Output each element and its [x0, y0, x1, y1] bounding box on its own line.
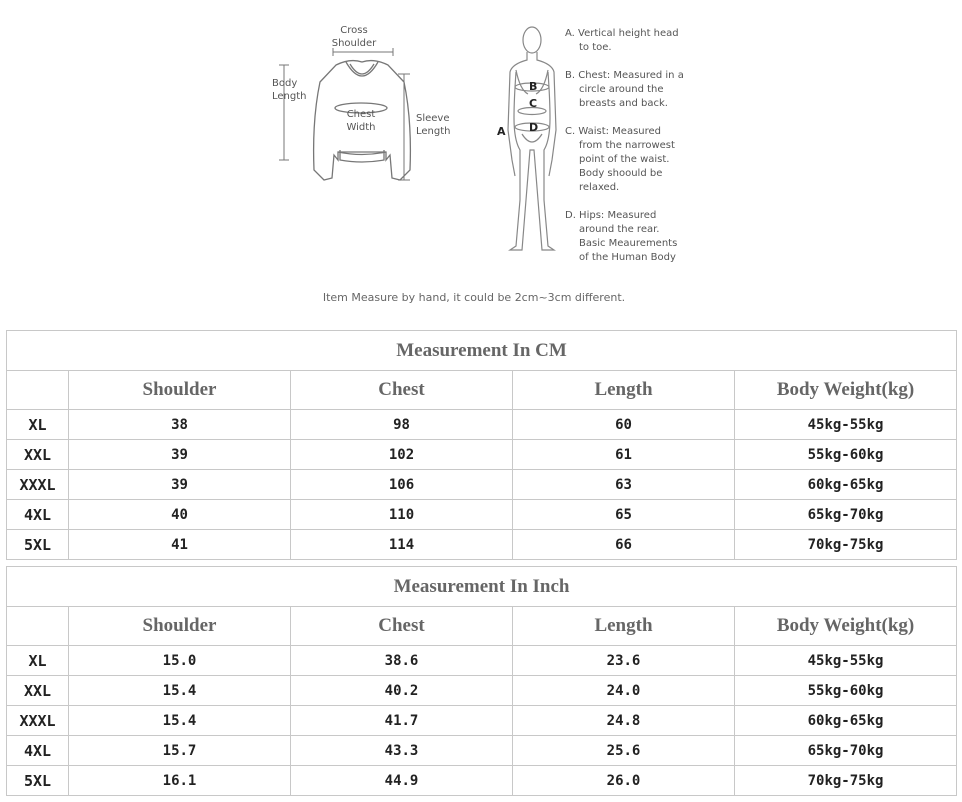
length-cell: 23.6: [513, 646, 735, 676]
length-cell: 24.0: [513, 676, 735, 706]
shoulder-cell: 39: [69, 440, 291, 470]
size-cell: 4XL: [7, 500, 69, 530]
cross-shoulder-label: Cross Shoulder: [331, 25, 377, 49]
inch-header-body-weight: Body Weight(kg): [735, 607, 957, 646]
chest-cell: 38.6: [291, 646, 513, 676]
inch-header-size: [7, 607, 69, 646]
weight-cell: 60kg-65kg: [735, 706, 957, 736]
inch-table-title: Measurement In Inch: [7, 567, 957, 607]
size-cell: XL: [7, 646, 69, 676]
sweater-and-body-illustration: [0, 0, 962, 330]
cm-measurement-table: [6, 330, 957, 560]
chest-cell: 41.7: [291, 706, 513, 736]
inch-header-shoulder: Shoulder: [69, 607, 291, 646]
body-length-label: Body Length: [272, 78, 307, 102]
chest-cell: 102: [291, 440, 513, 470]
cm-table-title: Measurement In CM: [7, 331, 957, 371]
size-cell: XXXL: [7, 706, 69, 736]
length-cell: 61: [513, 440, 735, 470]
disclaimer-text: Item Measure by hand, it could be 2cm~3cm different.: [322, 291, 626, 304]
shoulder-cell: 15.4: [69, 706, 291, 736]
table-row: [7, 706, 957, 736]
weight-cell: 70kg-75kg: [735, 530, 957, 560]
cm-header-chest: Chest: [291, 371, 513, 410]
table-row: [7, 676, 957, 706]
cm-header-length: Length: [513, 371, 735, 410]
length-cell: 26.0: [513, 766, 735, 796]
inch-measurement-table: [6, 566, 957, 796]
body-drawing: [508, 27, 556, 250]
inch-header-length: Length: [513, 607, 735, 646]
table-row: [7, 766, 957, 796]
chest-cell: 43.3: [291, 736, 513, 766]
size-cell: XXXL: [7, 470, 69, 500]
body-letter-b: B: [529, 80, 538, 93]
weight-cell: 55kg-60kg: [735, 440, 957, 470]
body-letter-c: C: [529, 97, 538, 110]
note-b: B. Chest: Measured in a circle around the breasts and back.: [565, 70, 684, 109]
table-row: [7, 530, 957, 560]
note-a: A. Vertical height head to toe.: [565, 28, 679, 53]
size-cell: 4XL: [7, 736, 69, 766]
inch-header-chest: Chest: [291, 607, 513, 646]
chest-width-label: Chest Width: [346, 109, 376, 133]
shoulder-cell: 15.7: [69, 736, 291, 766]
table-row: [7, 440, 957, 470]
weight-cell: 45kg-55kg: [735, 646, 957, 676]
length-cell: 25.6: [513, 736, 735, 766]
weight-cell: 65kg-70kg: [735, 500, 957, 530]
table-row: [7, 470, 957, 500]
body-letter-d: D: [529, 121, 539, 134]
shoulder-cell: 40: [69, 500, 291, 530]
chest-cell: 98: [291, 410, 513, 440]
shoulder-cell: 15.0: [69, 646, 291, 676]
table-row: [7, 410, 957, 440]
shoulder-cell: 15.4: [69, 676, 291, 706]
chest-cell: 44.9: [291, 766, 513, 796]
weight-cell: 55kg-60kg: [735, 676, 957, 706]
sleeve-length-label: Sleeve Length: [416, 113, 451, 137]
shoulder-cell: 39: [69, 470, 291, 500]
length-cell: 24.8: [513, 706, 735, 736]
chest-cell: 114: [291, 530, 513, 560]
body-letter-a: A: [497, 125, 506, 138]
size-cell: 5XL: [7, 530, 69, 560]
size-cell: XL: [7, 410, 69, 440]
weight-cell: 45kg-55kg: [735, 410, 957, 440]
weight-cell: 65kg-70kg: [735, 736, 957, 766]
table-row: [7, 736, 957, 766]
weight-cell: 60kg-65kg: [735, 470, 957, 500]
measurement-diagram: [0, 0, 962, 330]
length-cell: 66: [513, 530, 735, 560]
table-row: [7, 500, 957, 530]
size-cell: 5XL: [7, 766, 69, 796]
shoulder-cell: 16.1: [69, 766, 291, 796]
table-row: [7, 646, 957, 676]
length-cell: 60: [513, 410, 735, 440]
size-cell: XXL: [7, 676, 69, 706]
length-cell: 65: [513, 500, 735, 530]
note-d: D. Hips: Measured around the rear. Basic Meaurements of the Human Body: [565, 210, 678, 263]
length-cell: 63: [513, 470, 735, 500]
chest-cell: 110: [291, 500, 513, 530]
weight-cell: 70kg-75kg: [735, 766, 957, 796]
cm-header-shoulder: Shoulder: [69, 371, 291, 410]
cm-header-body-weight: Body Weight(kg): [735, 371, 957, 410]
shoulder-cell: 41: [69, 530, 291, 560]
cm-header-size: [7, 371, 69, 410]
chest-cell: 40.2: [291, 676, 513, 706]
size-cell: XXL: [7, 440, 69, 470]
note-c: C. Waist: Measured from the narrowest point of the waist. Body shoould be relaxed.: [565, 126, 675, 193]
chest-cell: 106: [291, 470, 513, 500]
shoulder-cell: 38: [69, 410, 291, 440]
